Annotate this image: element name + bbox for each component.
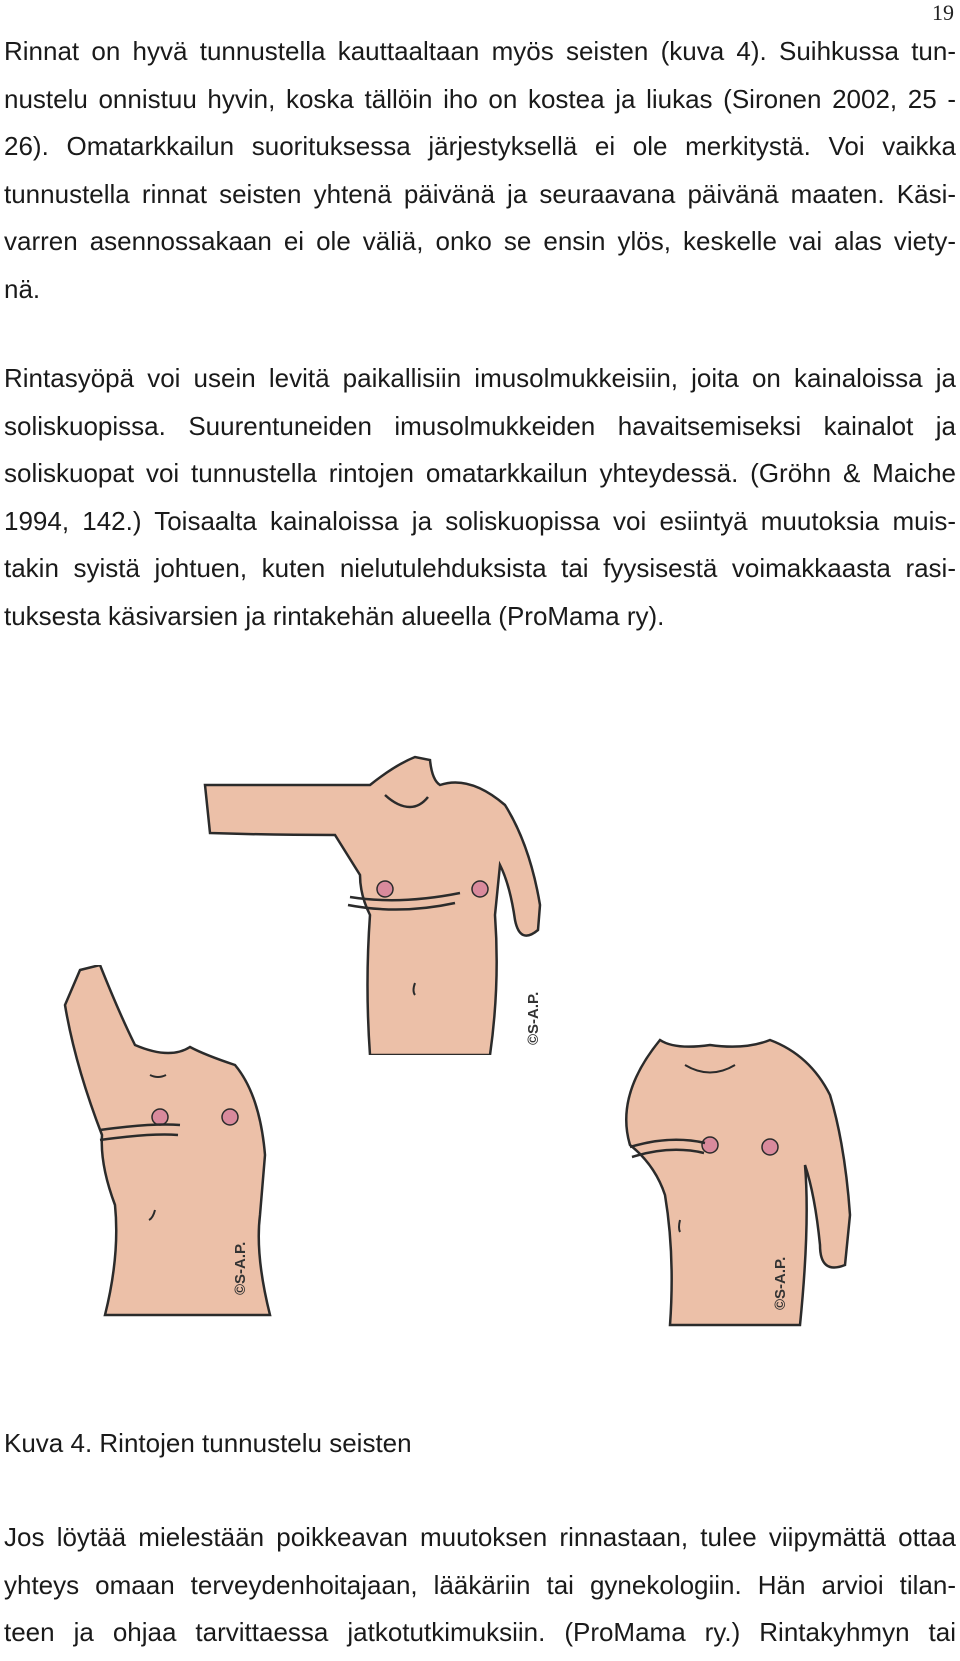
text-line: varren asennossakaan ei ole väliä, onko se ensin ylös, keskelle vai alas viety- — [4, 226, 956, 256]
paragraph-1 — [4, 28, 956, 313]
nipple — [762, 1139, 778, 1155]
text-line: soliskuopat voi tunnustella rintojen omatarkkailun yhteydessä. (Gröhn & Maiche — [4, 458, 956, 488]
signature: ©S-A.P. — [772, 1256, 789, 1310]
paragraph-2 — [4, 355, 956, 640]
text-line: tuksesta käsivarsien ja rintakehän alueella (ProMama ry). — [4, 600, 665, 631]
text-line: nä. — [4, 273, 41, 304]
text-line: nustelu onnistuu hyvin, koska tällöin iho on kostea ja liukas (Sironen 2002, 25 - — [4, 83, 956, 114]
text-line: tunnustella rinnat seisten yhtenä päivänä ja seuraavana päivänä maaten. Käsi- — [4, 178, 956, 209]
illustration-arm-overhead — [60, 965, 280, 1325]
text-line: Rintasyöpä voi usein levitä paikallisiin imusolmukkeisiin, joita on kainaloissa ja — [4, 363, 956, 393]
text-line: 26). Omatarkkailun suorituksessa järjestyksellä ei ole merkitystä. Voi vaikka — [4, 131, 956, 161]
page-number: 19 — [932, 0, 954, 25]
paragraph-3 — [4, 1514, 956, 1657]
illustration-arm-down — [600, 1035, 870, 1335]
signature: ©S-A.P. — [232, 1241, 249, 1295]
text-line: soliskuopissa. Suurentuneiden imusolmukkeiden havaitsemiseksi kainalot ja — [4, 410, 956, 441]
text-line: yhteys omaan terveydenhoitajaan, lääkäriin tai gynekologiin. Hän arvioi tilan- — [4, 1569, 956, 1600]
text-line: takin syistä johtuen, kuten nielutulehduksista tai fyysisestä voimakkaasta rasi- — [4, 553, 956, 583]
nipple — [702, 1137, 718, 1153]
nipple — [472, 881, 488, 897]
nipple — [377, 881, 393, 897]
text-line: Rinnat on hyvä tunnustella kauttaaltaan myös seisten (kuva 4). Suihkussa tun- — [4, 36, 956, 66]
text-line: teen ja ohjaa tarvittaessa jatkotutkimuksiin. (ProMama ry.) Rintakyhmyn tai — [4, 1617, 956, 1647]
signature: ©S-A.P. — [525, 991, 542, 1045]
text-line: Jos löytää mielestään poikkeavan muutoksen rinnastaan, tulee viipymättä ottaa — [4, 1522, 956, 1552]
nipple — [152, 1109, 168, 1125]
nipple — [222, 1109, 238, 1125]
figure-caption: Kuva 4. Rintojen tunnustelu seisten — [4, 1428, 412, 1458]
text-line: 1994, 142.) Toisaalta kainaloissa ja soliskuopissa voi esiintyä muutoksia muis- — [4, 505, 956, 536]
